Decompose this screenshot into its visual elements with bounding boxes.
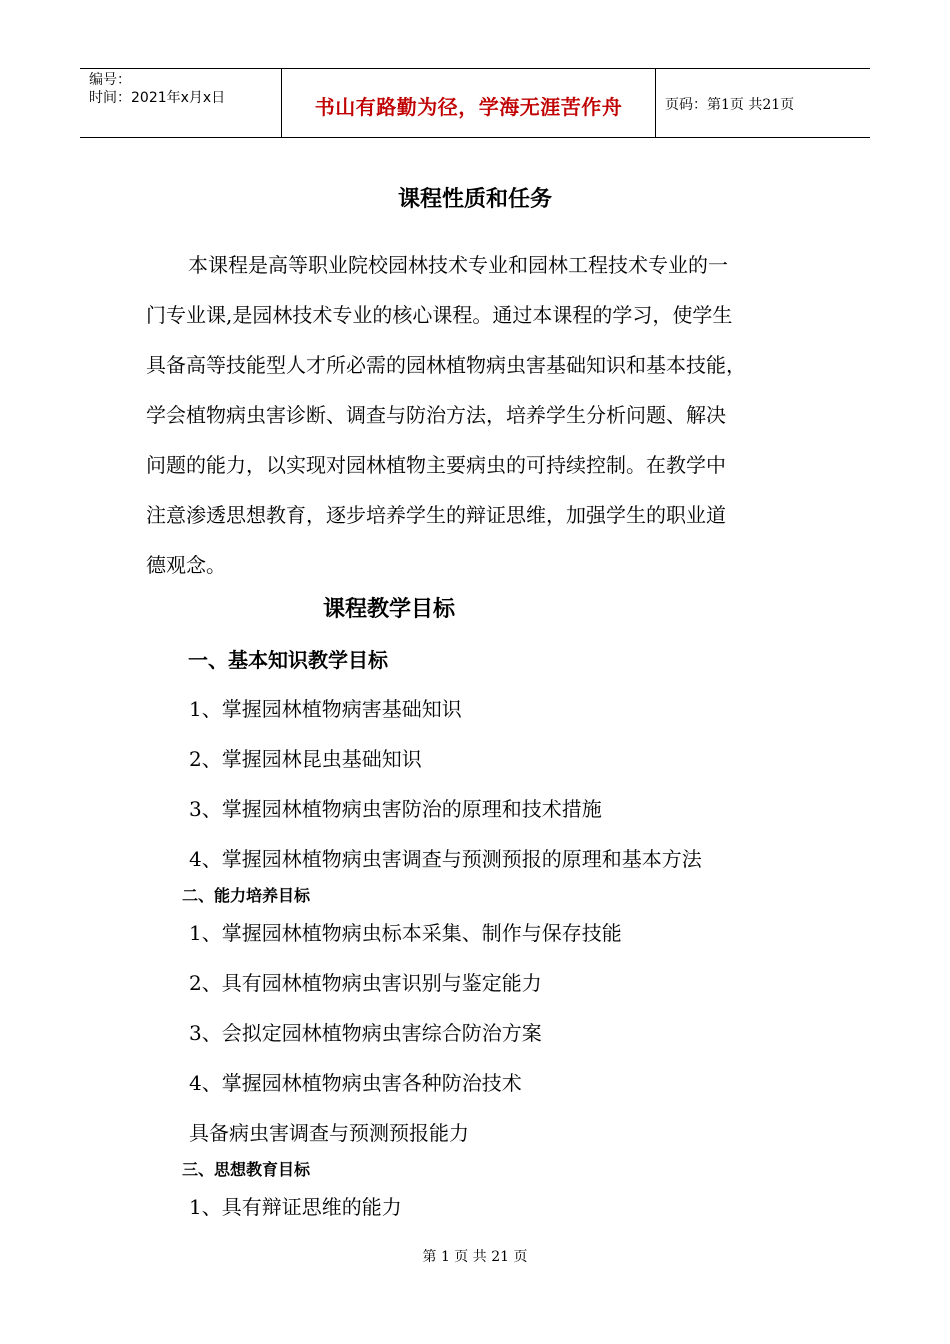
list-item: 2、掌握园林昆虫基础知识 — [189, 747, 422, 771]
list-item: 4、掌握园林植物病虫害调查与预测预报的原理和基本方法 — [189, 847, 702, 871]
list-item: 1、掌握园林植物病虫标本采集、制作与保存技能 — [189, 921, 622, 945]
header-middle-cell — [281, 69, 656, 137]
header-right-cell — [655, 69, 870, 137]
subheading-ideology: 三、思想教育目标 — [182, 1160, 311, 1179]
section-title-nature: 课程性质和任务 — [397, 187, 552, 212]
subheading-ability: 二、能力培养目标 — [182, 886, 311, 905]
paragraph-line: 德观念。 — [146, 553, 226, 577]
list-item: 4、掌握园林植物病虫害各种防治技术 — [189, 1071, 522, 1095]
list-item: 1、掌握园林植物病害基础知识 — [189, 697, 462, 721]
section-title-objectives: 课程教学目标 — [323, 597, 456, 622]
subheading-knowledge: 一、基本知识教学目标 — [188, 648, 388, 672]
paragraph-line: 注意渗透思想教育，逐步培养学生的辩证思维，加强学生的职业道 — [146, 503, 726, 527]
document-date: 时间：2021年x月x日 — [89, 90, 226, 106]
list-item: 3、会拟定园林植物病虫害综合防治方案 — [189, 1021, 542, 1045]
document-code-label: 编号： — [89, 72, 131, 88]
paragraph-line: 问题的能力，以实现对园林植物主要病虫的可持续控制。在教学中 — [146, 453, 726, 477]
paragraph-line: 本课程是高等职业院校园林技术专业和园林工程技术专业的一 — [188, 253, 728, 277]
header-motto: 书山有路勤为径，学海无涯苦作舟 — [314, 95, 623, 119]
header-left-cell — [80, 69, 281, 137]
header-table — [80, 68, 870, 138]
intro-paragraph — [146, 240, 816, 590]
header-page-code: 页码：第1页 共21页 — [665, 97, 795, 113]
paragraph-line: 学会植物病虫害诊断、调查与防治方法，培养学生分析问题、解决 — [146, 403, 726, 427]
list-item: 2、具有园林植物病虫害识别与鉴定能力 — [189, 971, 542, 995]
list-item: 1、具有辩证思维的能力 — [189, 1195, 402, 1219]
list-item-extra: 具备病虫害调查与预测预报能力 — [189, 1121, 469, 1145]
page-footer: 第 1 页 共 21 页 — [422, 1249, 528, 1265]
paragraph-line: 门专业课,是园林技术专业的核心课程。通过本课程的学习，使学生 — [146, 303, 733, 327]
list-item: 3、掌握园林植物病虫害防治的原理和技术措施 — [189, 797, 602, 821]
paragraph-line: 具备高等技能型人才所必需的园林植物病虫害基础知识和基本技能， — [146, 353, 746, 377]
